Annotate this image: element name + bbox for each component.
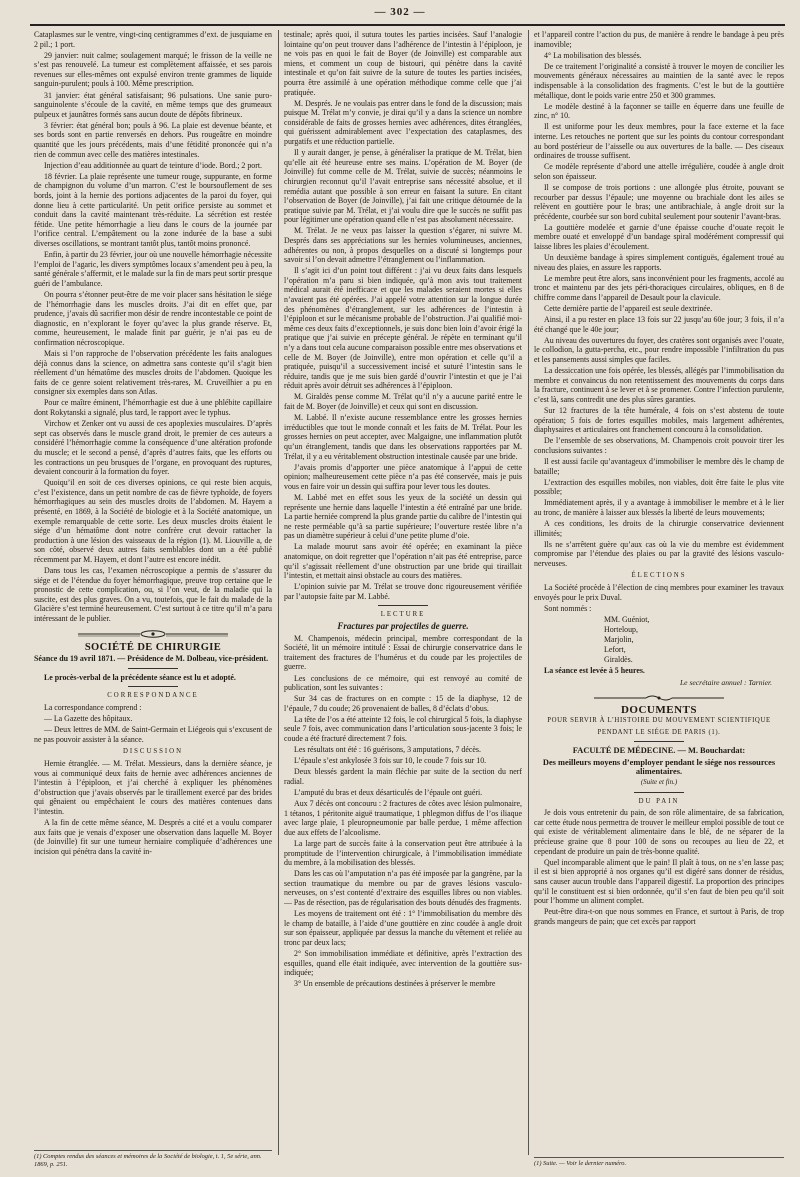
paragraph: La correspondance comprend : [44, 703, 142, 712]
paragraph: La malade mourut sans avoir été opérée; en examinant la pièce anatomique, on doit regretter que l’opération n’ait pas été entreprise, parce qu’il s’agissait réellement d’une obstruction par une bride qui tiraillait l’intestin, et mettait ainsi obstacle au cours des matières. [284, 542, 522, 581]
elected-name: MM. Guéniot, [604, 615, 650, 625]
discussion-heading: DISCUSSION [122, 748, 184, 756]
seance-line: Séance du 19 avril 1871. — Présidence de M. Dolbeau, vice-président. [34, 654, 269, 664]
elected-name: Giraldès. [604, 654, 633, 664]
paragraph: Ils ne s’arrêtent guère qu’aux cas où la vie du membre est évidemment compromise par l’étendue des plaies ou par la gravité des lésions vasculo-nerveuses. [534, 539, 784, 568]
elections-text: La Société procède à l’élection de cinq membres pour examiner les travaux envoyés pour le prix Duval. [534, 583, 784, 602]
elected-name: Horteloup, [604, 625, 638, 635]
paragraph: Le membre peut être alors, sans inconvénient pour les fragments, accolé au tronc et maintenu par des jets péri-thoraciques circulaires, obliques, en 8 de chiffre comme dans l’appareil de Desault pour la clavicule. [534, 273, 784, 302]
documents-subtitle-2: PENDANT LE SIÉGE DE PARIS (1). [597, 728, 721, 736]
column-divider [278, 30, 279, 1155]
paragraph: De ce traitement l’originalité a consisté à trouver le moyen de concilier les mouvements généraux nécessaires au maintien de la santé avec le repos indispensable à la consolidation des fragments. C’est le but de la gouttière métallique, dont le poids varie entre 250 et 300 grammes. [534, 61, 784, 100]
paragraph: Dans tous les cas, l’examen nécroscopique a permis de s’assurer du siége et de l’étendue du foyer hémorrhagique, preuve trop certaine que le pronostic de cette complication, ou, si l’on veut, de la maladie qui la suscite, est des plus graves. On a vu, toutefois, que le fait du malade de la Glacière s’est terminé heureusement. C’est surtout à ce titre qu’il m’a paru intéressant de le publier. [34, 566, 272, 624]
paragraph: Injection d’eau additionnée au quart de teinture d’iode. Bord.; 2 port. [44, 160, 263, 170]
paragraph: On pourra s’étonner peut-être de me voir placer sans hésitation le siége de l’hémorrhagie dans les muscles droits. J’ai dit en effet que, par prudence, j’avais dû sacrifier mon désir de rendre incontestable ce point de diagnostic, en n’explorant le foyer qu’avec la plus grande réserve. Et, comme, heureusement, le malade finit par guérir, je n’ai pas eu de confirmation nécroscopique. [34, 289, 272, 347]
paragraph: Les moyens de traitement ont été : 1° l’immobilisation du membre dès le champ de bataille, à l’aide d’une gouttière en zinc coudée à angle droit sur son épaisseur, appliquée par dessus la manche du vêtement et reliée au tronc par deux lacs; [284, 909, 522, 947]
paragraph: et l’appareil contre l’action du pus, de manière à rendre le bandage à peu près inamovible; [534, 30, 784, 49]
discussion-continued [284, 30, 522, 601]
short-rule [128, 668, 178, 669]
ornament-rule-icon [78, 630, 228, 638]
fracture-treatment-paragraphs [534, 30, 784, 568]
footnote-col3: (1) Suite. — Voir le dernier numéro. [534, 1157, 784, 1168]
paragraph: L’épaule s’est ankylosée 3 fois sur 10, le coude 7 fois sur 10. [294, 756, 487, 766]
paragraph: Il s’agit ici d’un point tout différent : j’ai vu deux faits dans lesquels l’opération m’a paru si bien indiquée, qu’à mon avis tout traitement médical aurait été inefficace et que les malades seraient mortes si elles n’avaient pas été opérées. J’ai appelé votre attention sur la longue durée des phénomènes d’étranglement, sur les adhérences de l’intestin à l’épiploon et sur le mécanisme probable de l’obstruction. J’ai qualifié moi-même ces deux faits d’exceptionnels, je suis donc bien loin d’avoir érigé la pratique que j’ai suivie en précepte général. Je répète en terminant qu’il n’y a dans tout cela aucune comparaison possible entre mes observations et celle de M. Boyer (de Joinville), entre mon opération et celle qu’il a pratiquée, puisqu’il a successivement incisé et suturé l’intestin sans le réduire, tandis que je me suis bien gardé d’ouvrir l’intestin et que je l’ai réduit après avoir détruit ses adhérences à l’épiploon. [284, 266, 522, 391]
short-rule [634, 741, 684, 742]
footnote-col1-wrap [34, 1150, 272, 1168]
proces-verbal: Le procès-verbal de la précédente séance est lu et adopté. [44, 672, 236, 682]
paragraph: Pour ce maître éminent, l’hémorrhagie est due à une phlébite capillaire dont Rokytanski a signalé, plus tard, le rapport avec le typhus. [34, 398, 272, 418]
column-3 [534, 30, 784, 1158]
paragraph: Quel incomparable aliment que le pain! Il plaît à tous, on ne s’en lasse pas; il est si bien approprié à nos organes qu’il est digéré sans donner de résidus, sans causer aucun trouble dans l’appareil digestif. La proportion des principes qu’il le constituent est si bien ordonnée, qu’il s’en faut de bien peu qu’il soit pour l’homme un aliment complet. [534, 857, 784, 906]
paragraph: Ce modèle représente d’abord une attelle irrégulière, coudée à angle droit selon son épaisseur. [534, 162, 784, 181]
section-ornament [34, 630, 272, 638]
paragraph: J’avais promis d’apporter une pièce anatomique à l’appui de cette opinion; malheureusement cette pièce n’a pas été conservée, mais je puis vous en faire voir un dessin qui suffira pour lever tous les doutes. [284, 462, 522, 491]
column-1 [34, 30, 272, 1158]
short-rule [634, 792, 684, 793]
paragraph: Cataplasmes sur le ventre, vingt-cinq centigrammes d’ext. de jusquiame en 2 pil.; 1 port. [34, 30, 272, 49]
paragraph: Sur 12 fractures de la tête humérale, 4 fois on s’est abstenu de toute opération; 5 fois de fortes esquilles mobiles, mais largement adhérentes, diaphysaires et articulaires ont franchement concouru à la consolidation. [534, 405, 784, 435]
paragraph: Aux 7 décès ont concouru : 2 fractures de côtes avec lésion pulmonaire, 1 tétanos, 1 péritonite aiguë traumatique, 1 phlegmon diffus de l’os iliaque avec large plaie, 1 pleuropneumonie par balle perdue, 1 même affection due aux effets de l’alcoolisme. [284, 799, 522, 837]
header-rule [30, 24, 785, 26]
short-rule [128, 686, 178, 687]
paragraph: 3° Un ensemble de précautions destinées à préserver le membre [294, 979, 496, 989]
paragraph: — La Gazette des hôpitaux. [44, 714, 133, 724]
paragraph: M. Giraldès pense comme M. Trélat qu’il n’y a aucune parité entre le fait de M. Boyer (de Joinville) et ceux qui sont en discussion. [284, 392, 522, 412]
paragraph: 18 février. La plaie représente une tumeur rouge, suppurante, en forme de champignon du volume d’un marron. C’est le boursouflement de ses bords, joint à la hernie des portions adjacentes de la paroi du foyer, qui donne lieu à cette particularité. Un petit orifice persiste au sommet et conduit dans la cavité maintenant très-réduite. La sécrétion est restée fétide. Une petite hémorrhagie a lieu dans le cours de la journée par l’orifice central. L’empâtement ou la zone indurée de la base a subi diverses oscillations, se montrant tantôt plus, tantôt moins prononcé. [34, 171, 272, 248]
paragraph: Un deuxième bandage à spires simplement contiguës, également troué au niveau des plaies, en assure les rapports. [534, 253, 784, 272]
correspondance-heading: CORRESPONDANCE [107, 692, 199, 700]
faculty-heading: FACULTÉ DE MÉDECINE. — M. Bouchardat: [572, 746, 746, 756]
paragraph: Il est aussi facile qu’avantageux d’immobiliser le membre dès le champ de bataille; [534, 456, 784, 476]
paragraph: testinale; après quoi, il sutura toutes les parties incisées. Sauf l’analogie lointaine qu’on peut trouver dans l’adhérence de l’intestin à l’épiploon, je ne vois pas en quoi le fait de Boyer (de Joinville) est comparable aux miens, et comment un coup de bistouri, qui pénètre dans la cavité intestinale et qu’on fait suivre de la suture de toutes les parties incisées, pourra être assimilé à une opération méthodique comme celle que j’ai pratiquée. [284, 30, 522, 97]
paragraph: Virchow et Zenker ont vu aussi de ces apoplexies musculaires. D’après sept cas observés dans le muscle grand droit, le premier de ces auteurs a considéré l’hémorrhagie comme la conséquence d’une altération profonde du muscle; et le second a pensé, d’après d’autres faits, que les efforts ou les contractions un peu brusques de l’organe, en provoquant des ruptures, devaient concourir à la formation du foyer. [34, 419, 272, 477]
faculty-lecture-title: Des meilleurs moyens d’employer pendant le siége nos ressources alimentaires. [542, 757, 776, 777]
bread-paragraphs [534, 808, 784, 926]
paragraph: Je dois vous entretenir du pain, de son rôle alimentaire, de sa fabrication, car cette étude nous permettra de trouver le meilleur emploi possible de tout ce qui existe de véritablement alimentaire dans le blé, de ne séparer de la précieuse graine que 8 pour 100 de sons ou recoupes au lieu de 22, et cependant de produire un pain de très-bonne qualité. [534, 808, 784, 856]
paragraph: M. Trélat. Je ne veux pas laisser la question s’égarer, ni suivre M. Després dans ses appréciations sur les hernies volumineuses, anciennes, adhérentes ou non, à propos desquelles on a discuté si longtemps pour savoir si l’on devait admettre l’étranglement ou l’inflammation. [284, 226, 522, 265]
paragraph: Les conclusions de ce mémoire, qui est renvoyé au comité de publication, sont les suivantes : [284, 673, 522, 693]
paragraph: Le modèle destiné à la façonner se taille en équerre dans une feuille de zinc, n° 10. [534, 101, 784, 121]
elected-name: Marjolin, [604, 634, 634, 644]
paragraph: Hernie étranglée. — M. Trélat. Messieurs, dans la dernière séance, je vous ai communiqué deux faits de hernie avec adhérences anciennes de l’intestin à l’épiploon, et j’ai cherché à expliquer les phénomènes d’obstruction que j’avais observés par le tiraillement exercé par des brides qui gênaient ou empêchaient le cours des matières contenues dans l’intestin. [34, 758, 272, 816]
column-2 [284, 30, 522, 1158]
paragraph: La dessiccation une fois opérée, les blessés, allégés par l’immobilisation du membre et convaincus du non retentissement des mouvements du corps dans la fracture, continuent à se lever et à se promener. Contre l’infection purulente, c’est là, sans contredit une des plus sûres garanties. [534, 366, 784, 404]
paragraph: La tête de l’os a été atteinte 12 fois, le col chirurgical 5 fois, la diaphyse seule 7 fois, avec communication dans l’articulation sous-jacente 3 fois; le coude a été fracturé directement 7 fois. [284, 714, 522, 744]
paragraph: 3 février: état général bon; pouls à 96. La plaie est devenue béante, et ses bords sont en partie renversés en dehors. Pus rougeâtre en moindre quantité que les jours précédents, mais d’une fétidité prononcée qui n’a rien de commun avec celle des matières intestinales. [34, 120, 272, 159]
paragraph: Peut-être dira-t-on que nous sommes en France, et surtout à Paris, de trop grands mangeurs de pain; que cet excès par rapport [534, 907, 784, 926]
paragraph: 2° Son immobilisation immédiate et définitive, après l’extraction des esquilles, quand elle était indiquée, avec intervention de la gouttière sus-indiquée; [284, 949, 522, 978]
discussion-paragraphs [34, 759, 272, 856]
paragraph: Il se compose de trois portions : une allongée plus étroite, pouvant se recourber par dessus l’épaule; une moyenne ou brachiale dont les ailes se relèvent en gouttière pour le bras; une antibrachiale, à angle droit sur la précédente, courbée sur son bord cubital seulement pour soutenir l’avant-bras. [534, 182, 784, 221]
paragraph: Dans les cas où l’amputation n’a pas été imposée par la gangrène, par la section traumatique du membre ou par de graves lésions vasculo-nerveuses, on s’est contenté d’extraire des esquilles libres ou non viables. — Pas de résection, pas de régularisation des bouts dénudés des fragments. [284, 869, 522, 908]
paragraph: — Deux lettres de MM. de Saint-Germain et Liégeois qui s’excusent de ne pas pouvoir assister à la séance. [34, 725, 272, 744]
paragraph: M. Després. Je ne voulais pas entrer dans le fond de la discussion; mais puisque M. Trélat m’y convie, je dirai qu’il y a dans la science un nombre considérable de faits de grosses hernies avec adhérences, dites étranglées, qui guérissent admirablement avec l’expectation des cataplasmes, des purgatifs et une réduction partielle. [284, 98, 522, 147]
paragraph: La large part de succès faite à la conservation peut être attribuée à la promptitude de l’intervention chirurgicale, à l’immobilisation immédiate du membre, à la mobilisation des blessés. [284, 839, 522, 868]
paragraph: Les résultats ont été : 16 guérisons, 3 amputations, 7 décès. [294, 745, 481, 755]
session-closed: La séance est levée à 5 heures. [544, 666, 645, 676]
paragraph: A ces conditions, les droits de la chirurgie conservatrice deviennent illimités; [534, 519, 784, 538]
column-divider [528, 30, 529, 1155]
short-rule [378, 605, 428, 606]
elected-intro: Sont nommés : [544, 603, 592, 613]
paragraph: Mais si l’on rapproche de l’observation précédente les faits analogues déjà connus dans la science, on admettra sans conteste qu’il s’agit bien réellement d’un hématôme des muscles droits de l’abdomen. Quoique les faits de ce genre soient relativement très-rares, M. Cruveilhier a pu en consigner six exemples dans son Atlas. [34, 349, 272, 397]
paragraph: Deux blessés gardent la main fléchie par suite de la section du nerf radial. [284, 767, 522, 786]
lecture-title: Fractures par projectiles de guerre. [337, 621, 469, 632]
paragraph: Cette dernière partie de l’appareil est seule dextrinée. [544, 304, 713, 314]
paragraph: Quoiqu’il en soit de ces diverses opinions, ce qui reste bien acquis, c’est l’existence, dans un petit nombre de cas de fièvre typhoïde, de foyers hémorrhagiques au sein des muscles droits de l’abdomen. M. Hayem a présenté, en 1869, à la Société de biologie et à la Société anatomique, un exemple remarquable de cette sorte. Les deux muscles droits étaient le siége d’un hématôme dont notre confrère crut devoir rattacher la production à une lésion des vaisseaux de la région (1). M. Liouville a, de son côté, observé deux autres faits semblables dont un a été publié récemment par M. Hayem, et dont l’autre est encore inédit. [34, 478, 272, 564]
paragraph: La gouttière modelée et garnie d’une épaisse couche d’ouate reçoit le membre ouaté et enveloppé d’un bandage spiral modérément compressif qui laisse libres les plaies d’écoulement. [534, 222, 784, 251]
correspondance-list [34, 703, 272, 744]
paragraph: L’extraction des esquilles mobiles, non viables, doit être faite le plus vite possible; [534, 477, 784, 497]
pain-heading: DU PAIN [638, 797, 680, 805]
society-title: SOCIÉTÉ DE CHIRURGIE [84, 641, 222, 653]
paragraph: De l’ensemble de ses observations, M. Champenois croit pouvoir tirer les conclusions suivantes : [534, 436, 784, 455]
footnote-col1: (1) Comptes rendus des séances et mémoires de la Société de biologie, t. 1, 5e série, ann. 1869, p. 251. [34, 1150, 272, 1168]
footnote-col3-wrap [534, 1157, 784, 1168]
paragraph: A la fin de cette même séance, M. Després a cité et a voulu comparer aux faits que je venais d’exposer une observation dans laquelle M. Boyer (de Joinville) fit sur une tumeur herniaire compliquée d’adhérences une incision qui pénétra dans la cavité in- [34, 818, 272, 856]
secretary-signature: Le secrétaire annuel : Tarnier. [679, 677, 772, 687]
paragraph: Il est uniforme pour les deux membres, pour la face externe et la face interne. Les retouches ne portent que sur les points du contour correspondant au bord postérieur de l’aisselle ou aux ouvertures de la balle. — Des ciseaux ordinaires de trousse suffisent. [534, 122, 784, 161]
paragraph: M. Champenois, médecin principal, membre correspondant de la Société, lit un mémoire intitulé : Essai de chirurgie conservatrice dans le traitement des fractures de l’humérus et du coude par les projectiles de guerre. [284, 633, 522, 672]
case-report-paragraphs [34, 30, 272, 624]
paragraph: L’amputé du bras et deux désarticulés de l’épaule ont guéri. [294, 788, 483, 798]
elected-name: Lefort, [604, 644, 626, 654]
continued-note: (Suite et fin.) [640, 778, 678, 787]
paragraph: Ainsi, il a pu rester en place 13 fois sur 22 jusqu’au 60e jour; 3 fois, il n’a été changé que le 40e jour; [534, 315, 784, 334]
paragraph: Immédiatement après, il y a avantage à immobiliser le membre et à le lier au tronc, de manière à laisser aux blessés la liberté de leurs mouvements; [534, 498, 784, 517]
paragraph: M. Labbé. Il n’existe aucune ressemblance entre les grosses hernies irréductibles que tout le monde connaît et les faits de M. Trélat. Pour les grosses hernies on peut accepter, avec Malgaigne, une inflammation plutôt qu’un étranglement, tandis que dans les observations rapportées par M. Trélat, il y a eu véritablement obstruction intestinale causée par une bride. [284, 413, 522, 461]
documents-subtitle-1: POUR SERVIR À L’HISTOIRE DU MOUVEMENT SCIENTIFIQUE [547, 717, 771, 725]
paragraph: Il y aurait danger, je pense, à généraliser la pratique de M. Trélat, bien qu’elle ait été heureuse entre ses mains. L’opération de M. Boyer (de Joinville) fut comme celle de M. Trélat, suivie de succès; néanmoins le chirurgien reconnut qu’il l’avait entreprise sans nécessité absolue, et il remédia autant que possible à son erreur en faisant la suture. En citant l’observation de Boyer (de Joinville), j’ai fait une critique détournée de la pratique suivie par M. Trélat, et j’ai voulu dire que le succès ne suffit pas pour légitimer une opération quand elle n’est pas absolument nécessaire. [284, 148, 522, 225]
paragraph: M. Labbé met en effet sous les yeux de la société un dessin qui représente une hernie dans laquelle l’intestin a été entraîné par une bride. La partie herniée comprend la plus grande partie du calibre de l’intestin qui ne reste perméable qu’à sa partie supérieure; l’ouverture restée libre n’a pas un diamètre supérieur à celui d’une petite plume d’oie. [284, 492, 522, 541]
section-ornament [534, 694, 784, 702]
paragraph: 29 janvier: nuit calme; soulagement marqué; le frisson de la veille ne s’est pas renouvelé. La tumeur est complètement affaissée, et ses parois revenues sur elles-mêmes ont expulsé environ trente grammes de liquide sanguin-purulent; pouls à 100. Même prescription. [34, 50, 272, 89]
paragraph: Au niveau des ouvertures du foyer, des cratères sont organisés avec l’ouate, le collodion, la gutta-percha, etc., pour rendre impossible l’infiltration du pus et les pansements aussi simples que faciles. [534, 335, 784, 364]
lecture-paragraphs [284, 634, 522, 989]
elections-heading: ÉLECTIONS [631, 572, 687, 580]
lecture-heading: LECTURE [380, 611, 426, 619]
page-number: — 302 — [374, 6, 426, 18]
elected-names [534, 615, 784, 664]
paragraph: Sur 34 cas de fractures on en compte : 15 de la diaphyse, 12 de l’épaule, 7 du coude; 26 provenaient de balles, 8 d’éclats d’obus. [284, 694, 522, 713]
paragraph: 4° La mobilisation des blessés. [544, 50, 642, 60]
paragraph: L’opinion suivie par M. Trélat se trouve donc rigoureusement vérifiée par l’autopsie faite par M. Labbé. [284, 582, 522, 601]
ornament-rule-icon [594, 694, 724, 702]
paragraph: 31 janvier: état général satisfaisant; 96 pulsations. Une sanie puro-sanguinolente s’écoule de la cavité, en même temps que des grumeaux pulpeux et jaunâtres formés sans aucun doute de dépôts fibrineux. [34, 90, 272, 119]
paragraph: Enfin, à partir du 23 février, jour où une nouvelle hémorrhagie nécessite l’emploi de l’agaric, les divers symptômes locaux s’amendent peu à peu, la santé générale s’affermit, et le malade sur la fin de mars peut sortir presque guéri de l’ambulance. [34, 250, 272, 288]
documents-heading: DOCUMENTS [620, 703, 697, 716]
